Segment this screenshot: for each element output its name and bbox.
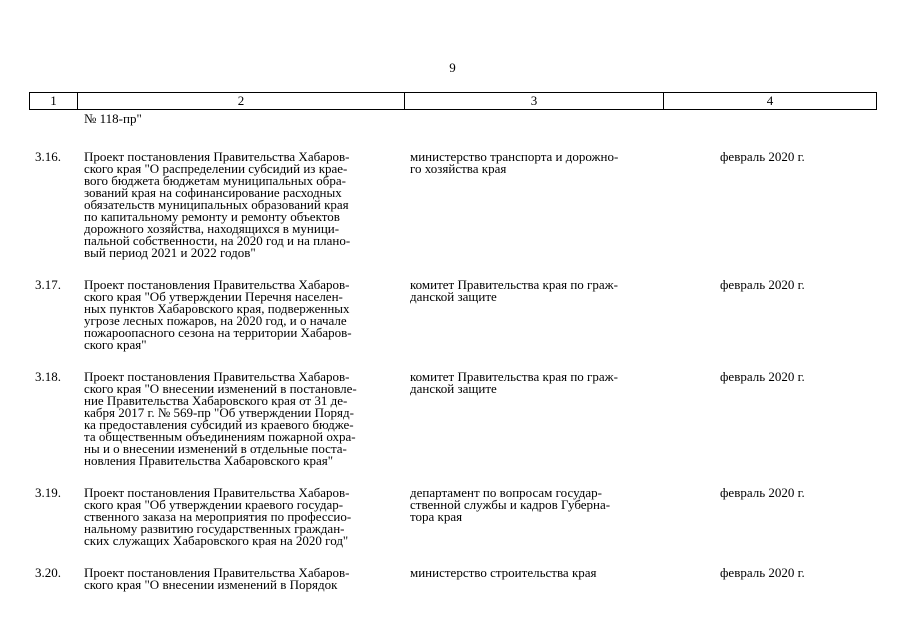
- column-header-3: 3: [405, 93, 664, 110]
- item-responsible: министерство строительства края: [410, 565, 597, 580]
- continuation-text: № 118-пр": [84, 111, 142, 126]
- column-header-4: 4: [664, 93, 877, 110]
- item-responsible: министерство транспорта и дорожно- го хозяйства края: [410, 149, 619, 176]
- item-number: 3.16.: [35, 149, 61, 164]
- item-description: Проект постановления Правительства Хабаров- ского края "О распределении субсидий из крае- вого бюджета бюджетам муниципальных обра- зований края на софинансирование расходных обязательств муниципальных образований края по капитальному ремонту и ремонту объектов дорожного хозяйства, находящихся в муници- пальной собственности, на 2020 год и на плано- вый период 2021 и 2022 годов": [84, 149, 351, 260]
- item-deadline: февраль 2020 г.: [720, 369, 805, 384]
- item-deadline: февраль 2020 г.: [720, 149, 805, 164]
- item-description: Проект постановления Правительства Хабаров- ского края "Об утверждении краевого государ- ственного заказа на мероприятия по профессио- нальному развитию государственных граждан- ских служащих Хабаровского края на 2020 год": [84, 485, 352, 548]
- item-responsible: комитет Правительства края по граж- данской защите: [410, 369, 618, 396]
- item-number: 3.17.: [35, 277, 61, 292]
- item-responsible: департамент по вопросам государ- ственной службы и кадров Губерна- тора края: [410, 485, 611, 524]
- item-description: Проект постановления Правительства Хабаров- ского края "О внесении изменений в Порядок: [84, 565, 350, 592]
- item-number: 3.20.: [35, 565, 61, 580]
- column-header-2: 2: [78, 93, 405, 110]
- item-description: Проект постановления Правительства Хабаров- ского края "Об утверждении Перечня населен- ных пунктов Хабаровского края, подверженных угрозе лесных пожаров, на 2020 год, и о начале пожароопасного сезона на территории Хабаров- ского края": [84, 277, 352, 352]
- item-number: 3.19.: [35, 485, 61, 500]
- item-deadline: февраль 2020 г.: [720, 485, 805, 500]
- item-responsible: комитет Правительства края по граж- данской защите: [410, 277, 618, 304]
- item-deadline: февраль 2020 г.: [720, 277, 805, 292]
- page-number: 9: [449, 60, 456, 75]
- item-deadline: февраль 2020 г.: [720, 565, 805, 580]
- item-number: 3.18.: [35, 369, 61, 384]
- item-description: Проект постановления Правительства Хабаров- ского края "О внесении изменений в постановле- ние Правительства Хабаровского края от 31 де- кабря 2017 г. № 569-пр "Об утверждении Поряд- ка предоставления субсидий из краевого бюдже- та общественным объединениям пожарной охра- ны и о внесении изменений в отдельные поста- новления Правительства Хабаровского края": [84, 369, 357, 468]
- column-header-1: 1: [30, 93, 78, 110]
- column-header-table: [29, 92, 877, 110]
